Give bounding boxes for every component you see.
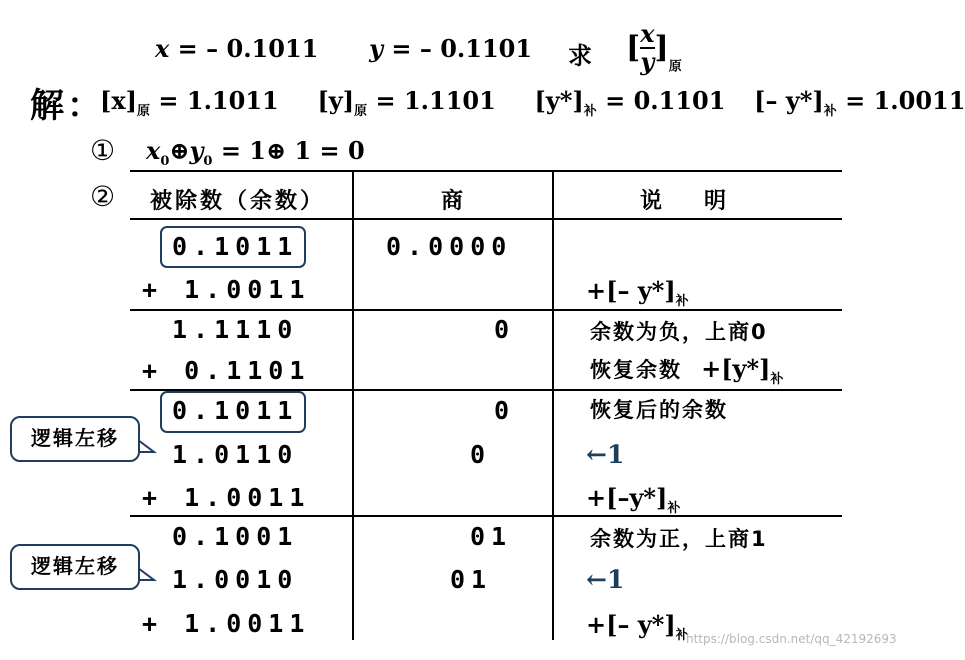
dividend-row-2: + 1.0011: [142, 275, 311, 304]
quotient-row-1: 0.0000: [386, 232, 513, 261]
dividend-row-7: + 1.0011: [142, 483, 311, 512]
dividend-row-10: + 1.0011: [142, 609, 311, 638]
negystar-bu-value: = 1.0011: [845, 86, 965, 115]
note-sub-bu-4: 补: [675, 628, 689, 643]
quotient-row-6: 0: [470, 440, 492, 469]
sub-bu-1: 补: [583, 104, 597, 119]
callout-logical-shift-2: 逻辑左移: [10, 544, 140, 590]
callout-logical-shift-1: 逻辑左移: [10, 416, 140, 462]
note-row-3: 余数为负，上商0: [590, 320, 768, 344]
solution-label: 解：: [30, 86, 104, 126]
quotient-row-5: 0: [494, 396, 516, 425]
note-sub-bu-3: 补: [667, 501, 681, 516]
sub-bu-2: 补: [823, 104, 837, 119]
dividend-row-9: 1.0010: [172, 565, 299, 594]
ask-label: 求: [568, 42, 595, 70]
highlight-box-initial: [160, 226, 306, 268]
note-row-8: 余数为正，上商1: [590, 527, 768, 551]
step1-expression: [146, 136, 365, 169]
note-row-10: [586, 610, 689, 643]
frac-denominator: y: [640, 47, 655, 76]
note-row-6: ←1: [586, 440, 625, 469]
step1-marker: ①: [90, 134, 116, 167]
var-x: x: [155, 34, 170, 63]
step2-marker: ②: [90, 180, 116, 213]
note-row-4: [590, 354, 783, 387]
quotient-row-9: 01: [450, 565, 493, 594]
quotient-row-8: 01: [470, 522, 513, 551]
dividend-row-6: 1.0110: [172, 440, 299, 469]
note-restore-text: 恢复余数: [590, 358, 682, 382]
dividend-row-4: + 0.1101: [142, 356, 311, 385]
ystar-bu-label: [y*]: [534, 86, 584, 115]
dividend-row-5: 0.1011: [172, 396, 299, 425]
xor-symbol: ⊕: [169, 136, 190, 165]
header-dividend: 被除数（余数）: [150, 189, 326, 214]
watermark: https://blog.csdn.net/qq_42192693: [686, 632, 897, 646]
target-fraction: $[\frac{x}{y}]_原$: [626, 19, 682, 76]
note-row-2: [586, 276, 689, 309]
note-sub-bu: 补: [675, 294, 689, 309]
note-plus-neg-ystar: +[– y*]: [586, 276, 676, 305]
table-header-rule: [130, 218, 842, 220]
solution-values: [100, 86, 965, 119]
note-row-5: 恢复后的余数: [590, 398, 728, 422]
dividend-row-8: 0.1001: [172, 522, 299, 551]
step1-rest: = 1⊕ 1 = 0: [220, 136, 365, 165]
table-col-divider-1: [352, 170, 354, 640]
header-quotient: 商: [441, 189, 467, 214]
table-col-divider-2: [552, 170, 554, 640]
step1-y: y: [189, 136, 204, 165]
table-section-rule-1: [130, 309, 842, 311]
table-top-rule: [130, 170, 842, 172]
note-plus-neg-ystar-3: +[– y*]: [586, 610, 676, 639]
var-y: y: [369, 34, 384, 63]
note-row-9: ←1: [586, 565, 625, 594]
x-yuan-value: = 1.1011: [158, 86, 279, 115]
header-explanation: 说 明: [640, 189, 737, 214]
dividend-row-1: 0.1011: [172, 232, 299, 261]
frac-numerator: x: [640, 19, 655, 48]
note-row-7: [586, 483, 680, 516]
y-yuan-label: [y]: [317, 86, 355, 115]
negystar-bu-label: [– y*]: [754, 86, 824, 115]
x-yuan-label: [x]: [100, 86, 138, 115]
sub-yuan-x: 原: [137, 104, 151, 119]
dividend-row-3: 1.1110: [172, 315, 299, 344]
x-value: = – 0.1011: [177, 34, 319, 63]
highlight-box-restored: [160, 391, 306, 433]
step1-x-sub: 0: [160, 154, 170, 169]
problem-statement: [155, 34, 532, 63]
quotient-row-3: 0: [494, 315, 516, 344]
note-plus-ystar: +[y*]: [701, 354, 771, 383]
note-sub-bu-2: 补: [770, 372, 784, 387]
step1-x: x: [146, 136, 161, 165]
note-plus-neg-ystar-2: +[–y*]: [586, 483, 668, 512]
subscript-yuan: 原: [668, 59, 682, 75]
step1-y-sub: 0: [203, 154, 213, 169]
y-yuan-value: = 1.1101: [375, 86, 496, 115]
y-value: = – 0.1101: [391, 34, 533, 63]
table-section-rule-3: [130, 515, 842, 517]
ystar-bu-value: = 0.1101: [605, 86, 726, 115]
sub-yuan-y: 原: [354, 104, 368, 119]
